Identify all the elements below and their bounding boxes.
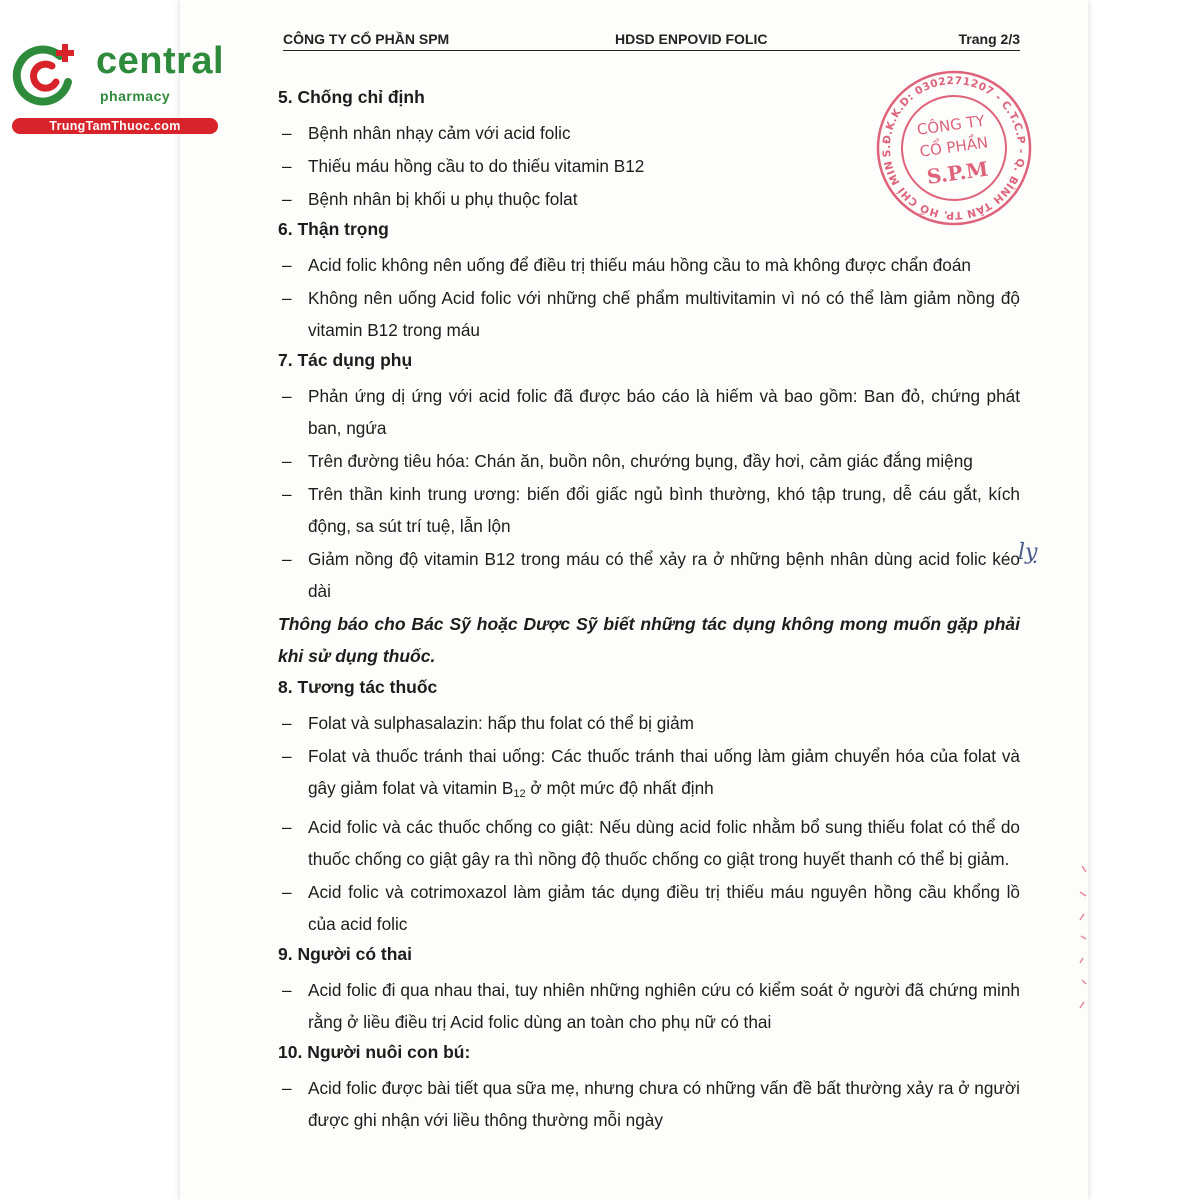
company-name: CÔNG TY CỔ PHẦN SPM: [283, 31, 450, 47]
central-pharmacy-logo: [10, 38, 225, 138]
stamp-line-2: CỔ PHẦN: [918, 133, 990, 161]
stamp-line-1: CÔNG TY: [915, 111, 986, 139]
side-effects-notice: Thông báo cho Bác Sỹ hoặc Dược Sỹ biết những tác dụng không mong muốn gặp phải khi sử dụng thuốc.: [278, 614, 1020, 666]
section-7-title: 7. Tác dụng phụ: [278, 350, 413, 370]
list-item: – Phản ứng dị ứng với acid folic đã được báo cáo là hiếm và bao gồm: Ban đỏ, chứng phát ban, ngứa: [282, 386, 1020, 438]
handwritten-initials: lỵ: [1018, 540, 1038, 565]
section-5-title: 5. Chống chỉ định: [278, 87, 425, 107]
list-item: – Acid folic đi qua nhau thai, tuy nhiên những nghiên cứu có kiểm soát ở người đã chứng minh rằng ở liều điều trị Acid folic dùng an toàn cho phụ nữ có thai: [282, 980, 1020, 1032]
list-item: – Giảm nồng độ vitamin B12 trong máu có thể xảy ra ở những bệnh nhân dùng acid folic kéo dài: [282, 549, 1020, 601]
section-9-title: 9. Người có thai: [278, 944, 413, 964]
stamp-line-3: S.P.M: [925, 156, 990, 189]
list-item: – Folat và sulphasalazin: hấp thu folat có thể bị giảm: [282, 713, 694, 733]
list-item: – Folat và thuốc tránh thai uống: Các thuốc tránh thai uống làm giảm chuyển hóa của folat và gây giảm folat và vitamin $B_{12}$ ở một mức độ nhất định: [282, 746, 1020, 800]
list-item: – Không nên uống Acid folic với những chế phẩm multivitamin vì nó có thể làm giảm nồng độ vitamin B12 trong máu: [282, 288, 1020, 340]
section-8-title: 8. Tương tác thuốc: [278, 677, 438, 697]
logo-website: TrungTamThuoc.com: [12, 118, 218, 134]
list-item: – Acid folic không nên uống để điều trị thiếu máu hồng cầu to mà không được chẩn đoán: [282, 255, 971, 275]
section-10-title: 10. Người nuôi con bú:: [278, 1042, 471, 1062]
document-title: HDSD ENPOVID FOLIC: [615, 31, 768, 47]
list-item: – Trên đường tiêu hóa: Chán ăn, buồn nôn, chướng bụng, đầy hơi, cảm giác đắng miệng: [282, 451, 973, 471]
page-number: Trang 2/3: [958, 31, 1020, 47]
page-edge-stamp-marks: [1072, 862, 1092, 1022]
section-6-title: 6. Thận trọng: [278, 219, 389, 239]
stamp-ring-text: S.Đ.K.K.D: 0302271207 - C.T.C.P - Q. BÌNH TÂN TP. HỒ CHÍ MINH: [880, 74, 1028, 222]
list-item: – Acid folic và các thuốc chống co giật: Nếu dùng acid folic nhằm bổ sung thiếu folat có thể do thuốc chống co giật gây ra thì nồng độ thuốc chống co giật trong huyết thanh có thể bị giảm.: [282, 817, 1020, 869]
logo-subtitle: pharmacy: [100, 88, 171, 104]
document-body: [278, 84, 1020, 1137]
pharmacy-cross-icon: [10, 38, 82, 110]
list-item: – Trên thần kinh trung ương: biến đổi giấc ngủ bình thường, khó tập trung, dễ cáu gắt, kích động, sa sút trí tuệ, lẫn lộn: [282, 484, 1020, 536]
list-item: – Thiếu máu hồng cầu to do thiếu vitamin B12: [282, 156, 645, 176]
list-item: – Bệnh nhân nhạy cảm với acid folic: [282, 123, 571, 143]
list-item: – Acid folic và cotrimoxazol làm giảm tác dụng điều trị thiếu máu nguyên hồng cầu khổng lồ của acid folic: [282, 882, 1020, 934]
logo-name: central: [96, 40, 225, 82]
page-header: [283, 30, 1020, 51]
list-item: – Acid folic được bài tiết qua sữa mẹ, nhưng chưa có những vấn đề bất thường xảy ra ở người được ghi nhận với liều thông thường mỗi ngày: [282, 1078, 1020, 1130]
list-item: – Bệnh nhân bị khối u phụ thuộc folat: [282, 189, 578, 209]
